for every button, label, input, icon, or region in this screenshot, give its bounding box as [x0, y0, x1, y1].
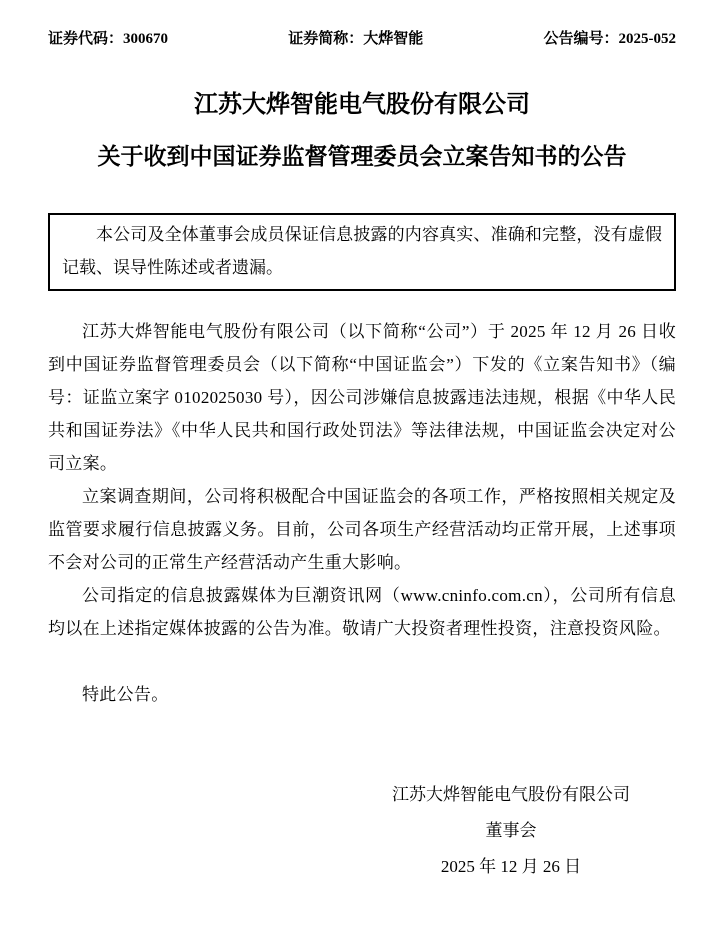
company-name-title: 江苏大烨智能电气股份有限公司 [194, 92, 530, 118]
document-body [48, 315, 676, 711]
disclaimer-box [48, 213, 676, 291]
body-paragraph-1: 江苏大烨智能电气股份有限公司（以下简称“公司”）于 2025 年 12 月 26 日收到中国证券监督管理委员会（以下简称“中国证监会”）下发的《立案告知书》（编号：证监立案字 0102025030 号），因公司涉嫌信息披露违法违规，根据《中华人民共和国证券法》《中华人民共和国行政处罚法》等法律法规，中国证监会决定对公司立案。 [48, 322, 676, 473]
document-header [48, 30, 676, 48]
body-paragraph-2: 立案调查期间，公司将积极配合中国证监会的各项工作，严格按照相关规定及监管要求履行信息披露义务。目前，公司各项生产经营活动均正常开展，上述事项不会对公司的正常生产经营活动产生重大影响。 [48, 487, 676, 572]
closing-statement: 特此公告。 [82, 685, 169, 704]
stock-short-name: 证券简称：大烨智能 [288, 31, 424, 47]
signature-company: 江苏大烨智能电气股份有限公司 [392, 785, 630, 804]
signature-block [392, 777, 630, 885]
signature-date: 2025 年 12 月 26 日 [440, 857, 582, 876]
body-paragraph-3: 公司指定的信息披露媒体为巨潮资讯网（www.cninfo.com.cn），公司所有信息均以在上述指定媒体披露的公告为准。敬请广大投资者理性投资，注意投资风险。 [48, 586, 676, 638]
announcement-number: 公告编号：2025-052 [543, 31, 676, 47]
signature-signer: 董事会 [485, 821, 537, 840]
disclaimer-text: 本公司及全体董事会成员保证信息披露的内容真实、准确和完整，没有虚假记载、误导性陈述或者遗漏。 [62, 225, 662, 277]
stock-code: 证券代码：300670 [48, 31, 169, 47]
announcement-title: 关于收到中国证券监督管理委员会立案告知书的公告 [97, 144, 627, 169]
